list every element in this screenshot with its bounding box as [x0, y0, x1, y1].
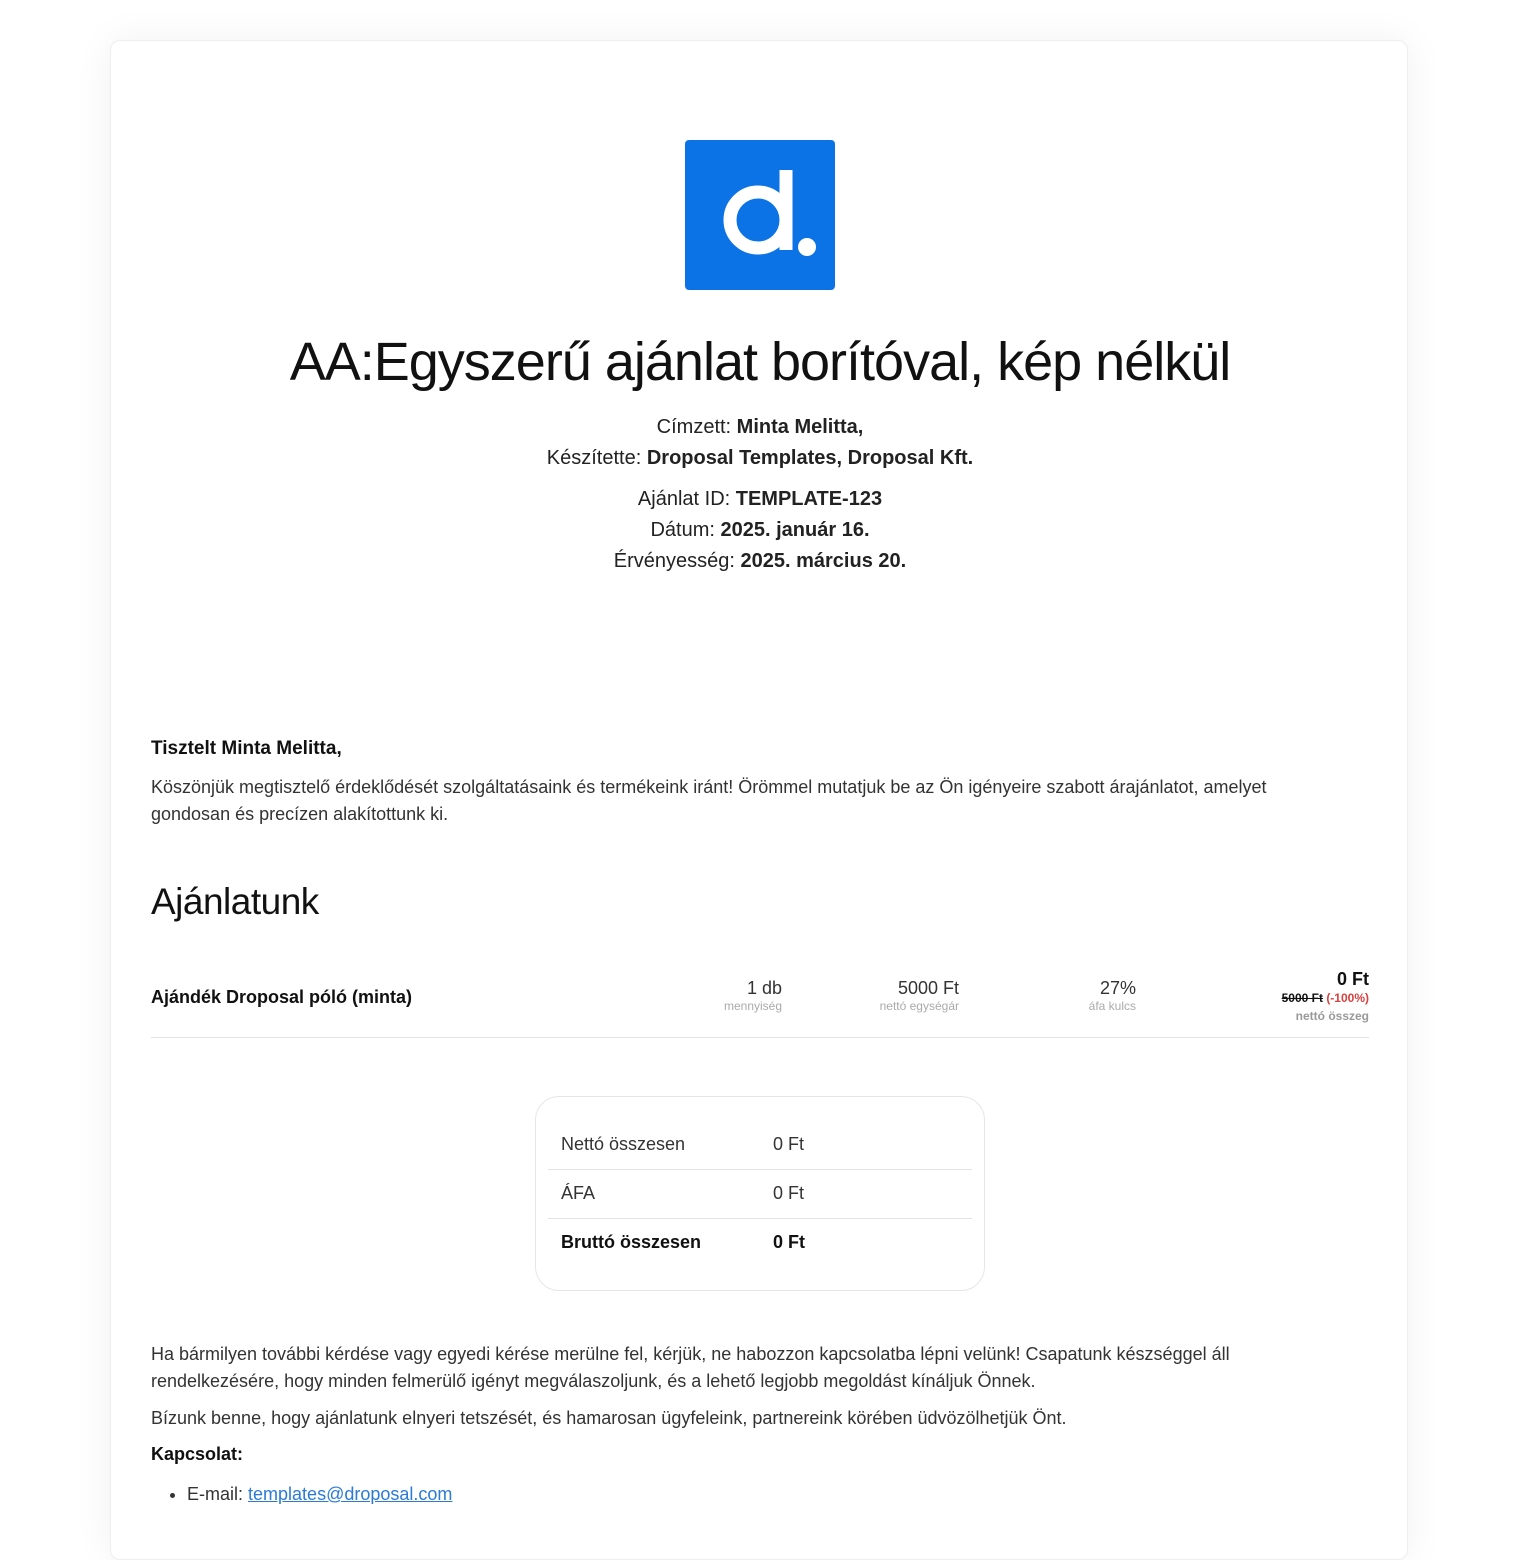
date-value: 2025. január 16. [720, 519, 870, 541]
item-unit-price-cell [880, 978, 959, 1014]
intro-paragraph: Köszönjük megtisztelő érdeklődését szolgáltatásaink és termékeink iránt! Örömmel mutatjuk be az Ön igényeire szabott árajánlatot, amelyet gondosan és precízen alakítottunk ki. [151, 777, 1267, 824]
author-label: Készítette: [546, 447, 642, 469]
recipient-line [111, 412, 1409, 443]
net-total-value: 0 Ft [773, 1134, 805, 1154]
item-name: Ajándék Droposal póló (minta) [151, 987, 413, 1007]
item-quantity: 1 db [746, 978, 782, 998]
net-total-row [548, 1121, 972, 1170]
contact-label: Kapcsolat: [151, 1444, 244, 1464]
gross-total-row [548, 1219, 972, 1267]
email-link[interactable]: templates@droposal.com [248, 1484, 453, 1504]
item-vat-cell [1089, 978, 1136, 1014]
greeting: Tisztelt Minta Melitta, [151, 738, 342, 759]
item-original-price: 5000 Ft [1281, 991, 1323, 1005]
item-vat: 27% [1099, 978, 1136, 998]
offer-section-title: Ajánlatunk [151, 881, 319, 922]
validity-label: Érvényesség: [613, 550, 735, 572]
gross-total-label: Bruttó összesen [561, 1232, 702, 1252]
contact-email-item [187, 1484, 452, 1505]
item-vat-caption: áfa kulcs [1088, 999, 1136, 1013]
offer-id-line [111, 484, 1409, 515]
recipient-value: Minta Melitta, [736, 416, 864, 438]
net-total-label: Nettó összesen [561, 1134, 686, 1154]
validity-line [111, 546, 1409, 577]
date-line [111, 515, 1409, 546]
droposal-logo [685, 140, 835, 290]
recipient-block [111, 412, 1409, 474]
item-total: 0 Ft [1336, 969, 1369, 989]
document-title: AA:Egyszerű ajánlat borítóval, kép nélkül [289, 332, 1231, 392]
gross-total-value: 0 Ft [773, 1232, 806, 1252]
contact-list [151, 1484, 452, 1505]
recipient-label: Címzett: [656, 416, 732, 438]
item-discount: (-100%) [1326, 991, 1369, 1005]
offer-details-block [111, 484, 1409, 577]
item-quantity-cell [724, 978, 782, 1014]
vat-total-value: 0 Ft [773, 1183, 805, 1203]
item-discount-line [1282, 989, 1369, 1007]
vat-total-row [548, 1170, 972, 1219]
droposal-logo-mark [685, 140, 835, 290]
vat-total-label: ÁFA [561, 1183, 596, 1203]
offer-id-label: Ajánlat ID: [637, 488, 731, 510]
closing-paragraph-2: Bízunk benne, hogy ajánlatunk elnyeri tetszését, és hamarosan ügyfeleink, partnereink körében üdvözölhetjük Önt. [151, 1408, 1067, 1428]
item-total-caption: nettó összeg [1295, 1009, 1369, 1023]
item-unit-price: 5000 Ft [897, 978, 959, 998]
date-label: Dátum: [650, 519, 715, 541]
validity-value: 2025. március 20. [740, 550, 907, 572]
totals-summary [535, 1096, 985, 1291]
offer-document [110, 40, 1408, 1560]
email-label: E-mail: [187, 1484, 244, 1504]
author-value: Droposal Templates, Droposal Kft. [646, 447, 974, 469]
offer-id-value: TEMPLATE-123 [735, 488, 883, 510]
offer-item-row [151, 961, 1369, 1038]
item-total-cell [1282, 969, 1369, 1025]
author-line [111, 443, 1409, 474]
item-unit-price-caption: nettó egységár [879, 999, 959, 1013]
item-quantity-caption: mennyiség [723, 999, 782, 1013]
closing-paragraph: Ha bármilyen további kérdése vagy egyedi kérése merülne fel, kérjük, ne habozzon kapcsolatba lépni velünk! Csapatunk készséggel áll rendelkezésére, hogy minden felmerülő igényt megválaszoljunk, és a lehető legjobb megoldást kínáljuk Önnek. [151, 1344, 1230, 1391]
